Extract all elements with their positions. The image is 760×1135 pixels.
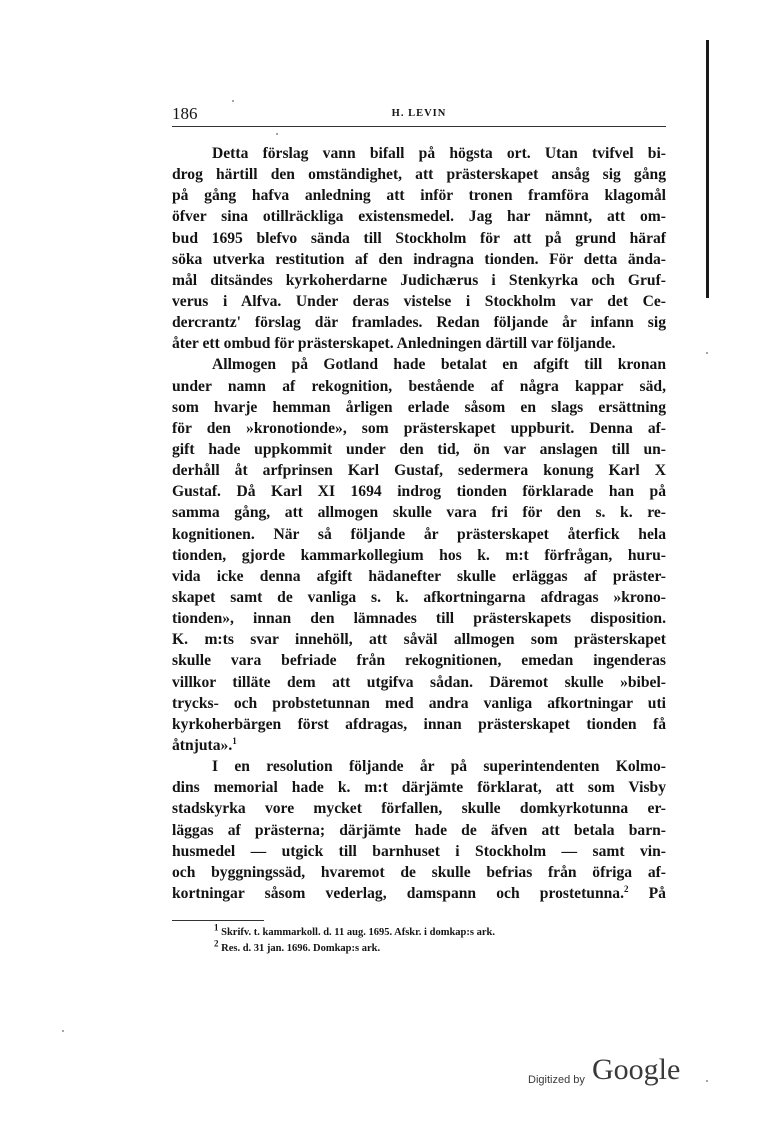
text-line: [172, 418, 666, 439]
text-line: [172, 862, 666, 883]
text-line-content: åtnjuta».: [172, 736, 233, 754]
digitized-watermark: [520, 1053, 690, 1093]
text-line-content: öfver sina otillräckliga existensmedel. Jag har nämnt, att om-: [172, 208, 666, 226]
text-line: [172, 481, 666, 502]
text-line: [172, 608, 666, 629]
text-line-content: dercrantz' förslag där framlades. Redan följande år infann sig: [172, 314, 666, 332]
text-line: [172, 672, 666, 693]
text-line-content: tionden, gjorde kammarkollegium hos k. m:t förfrågan, huru-: [172, 546, 666, 564]
text-line: [172, 587, 666, 608]
text-line-content: under namn af rekognition, bestående af några kappar säd,: [172, 377, 666, 395]
text-line-content: mål ditsändes kyrkoherdarne Judichærus i Stenkyrka och Gruf-: [172, 271, 666, 289]
text-line: [172, 524, 666, 545]
text-line: [172, 502, 666, 523]
text-line-content: på gång hafva anledning att inför tronen framföra klagomål: [172, 187, 666, 205]
text-line-content: kyrkoherbärgen först afdragas, innan prästerskapet tionden få: [172, 715, 666, 733]
text-line: [172, 206, 666, 227]
text-line: [172, 354, 666, 375]
text-line: [172, 312, 666, 333]
watermark-prefix: Digitized by: [528, 1074, 585, 1086]
text-line-content: trycks- och probstetunnan med andra vanliga afkortningar uti: [172, 694, 666, 712]
text-line-content: och byggningssäd, hvaremot de skulle befrias från öfriga af-: [172, 863, 666, 881]
text-line: [172, 397, 666, 418]
page-header: [172, 104, 666, 128]
text-line-content: för den »kronotionde», som prästerskapet uppburit. Denna af-: [172, 419, 666, 437]
scan-speck: [706, 352, 708, 354]
text-line-content: bud 1695 blefvo sända till Stockholm för att på grund häraf: [172, 229, 666, 247]
text-line-content: derhåll åt arfprinsen Karl Gustaf, sedermera konung Karl X: [172, 462, 666, 480]
text-line-content: samma gång, att allmogen skulle vara fri för den s. k. re-: [172, 504, 666, 522]
text-line-content: gift hade uppkommit under den tid, ön var anslagen till un-: [172, 440, 666, 458]
text-line: [172, 249, 666, 270]
text-line-content: kortningar såsom vederlag, damspann och prostetunna.: [172, 884, 624, 902]
text-line-content: Detta förslag vann bifall på högsta ort. Utan tvifvel bi-: [212, 145, 666, 162]
text-line: [172, 545, 666, 566]
text-line: [172, 650, 666, 671]
text-line-content: husmedel — utgick till barnhuset i Stockholm — samt vin-: [172, 842, 666, 860]
scan-speck: [62, 1030, 64, 1032]
text-line: [172, 376, 666, 397]
text-line-content: stadskyrka vore mycket förfallen, skulle domkyrkotunna er-: [172, 800, 666, 818]
footnote: [214, 938, 666, 957]
text-line-content: I en resolution följande år på superintendenten Kolmo-: [212, 758, 666, 776]
text-line-content: läggas af prästerna; därjämte hade de äfven att betala barn-: [172, 821, 666, 839]
text-line: [172, 228, 666, 249]
text-line-content: Gustaf. Då Karl XI 1694 indrog tionden förklarade han på: [172, 483, 666, 501]
footnote-mark: 2: [214, 938, 219, 949]
text-line: [172, 735, 666, 756]
text-line-content: drog härtill den omständighet, att prästerskapet ansåg sig gång: [172, 166, 666, 184]
scan-edge-mark: [706, 40, 709, 298]
text-line-content: som hvarje hemman årligen erlade såsom en slags ersättning: [172, 398, 666, 416]
text-line: [172, 841, 666, 862]
text-line: [172, 185, 666, 206]
text-line-content: skapet samt de vanliga s. k. afkortningarna afdragas »krono-: [172, 588, 666, 606]
footnotes: [214, 922, 666, 957]
body-text: [172, 143, 666, 904]
text-line-content: dins memorial hade k. m:t därjämte förklarat, att som Visby: [172, 779, 666, 797]
text-line: [172, 164, 666, 185]
text-line: [172, 460, 666, 481]
scan-speck: [232, 100, 234, 102]
text-line: [172, 143, 666, 164]
footnote-mark: 1: [214, 922, 219, 933]
text-line-tail: På: [628, 884, 666, 902]
footnote-text: Skrifv. t. kammarkoll. d. 11 aug. 1695. Afskr. i domkap:s ark.: [221, 927, 495, 938]
text-line-content: skulle vara befriade från rekognitionen, emedan ingenderas: [172, 652, 666, 670]
text-line-content: söka utverka restitution af den indragna tionden. För detta ända-: [172, 250, 666, 268]
text-line: [172, 566, 666, 587]
text-line: [172, 820, 666, 841]
text-line: [172, 798, 666, 819]
text-line: [172, 756, 666, 777]
header-rule: [172, 126, 666, 127]
running-head: H. LEVIN: [391, 108, 447, 119]
text-line-content: verus i Alfva. Under deras vistelse i Stockholm var det Ce-: [172, 292, 666, 310]
watermark-brand: Google: [592, 1053, 681, 1086]
footnote-reference: 2: [624, 883, 629, 894]
text-line-content: kognitionen. När så följande år prästerskapet återfick hela: [172, 525, 666, 543]
text-line: [172, 270, 666, 291]
text-line: [172, 291, 666, 312]
scan-speck: [706, 1080, 708, 1082]
text-line: [172, 629, 666, 650]
page-number: 186: [172, 104, 198, 123]
footnote-reference: 1: [232, 735, 237, 746]
footnote-text: Res. d. 31 jan. 1696. Domkap:s ark.: [221, 943, 381, 954]
text-line-content: åter ett ombud för prästerskapet. Anledningen därtill var följande.: [172, 335, 616, 353]
text-line: [172, 439, 666, 460]
footnote-rule: [172, 920, 264, 921]
text-line: [172, 714, 666, 735]
text-line: [172, 883, 666, 904]
text-line-content: tionden», innan den lämnades till prästerskapets disposition.: [172, 610, 666, 628]
text-line-content: K. m:ts svar innehöll, att såväl allmogen som prästerskapet: [172, 631, 666, 649]
text-line: [172, 777, 666, 798]
footnote: [214, 922, 666, 941]
text-line-content: Allmogen på Gotland hade betalat en afgift till kronan: [212, 356, 666, 374]
scan-speck: [276, 133, 278, 135]
text-line-content: vida icke denna afgift hädanefter skulle erläggas af präster-: [172, 567, 666, 585]
text-line-content: villkor tilläte dem att utgifva sådan. Däremot skulle »bibel-: [172, 673, 666, 691]
text-line: [172, 693, 666, 714]
text-line: [172, 333, 666, 354]
